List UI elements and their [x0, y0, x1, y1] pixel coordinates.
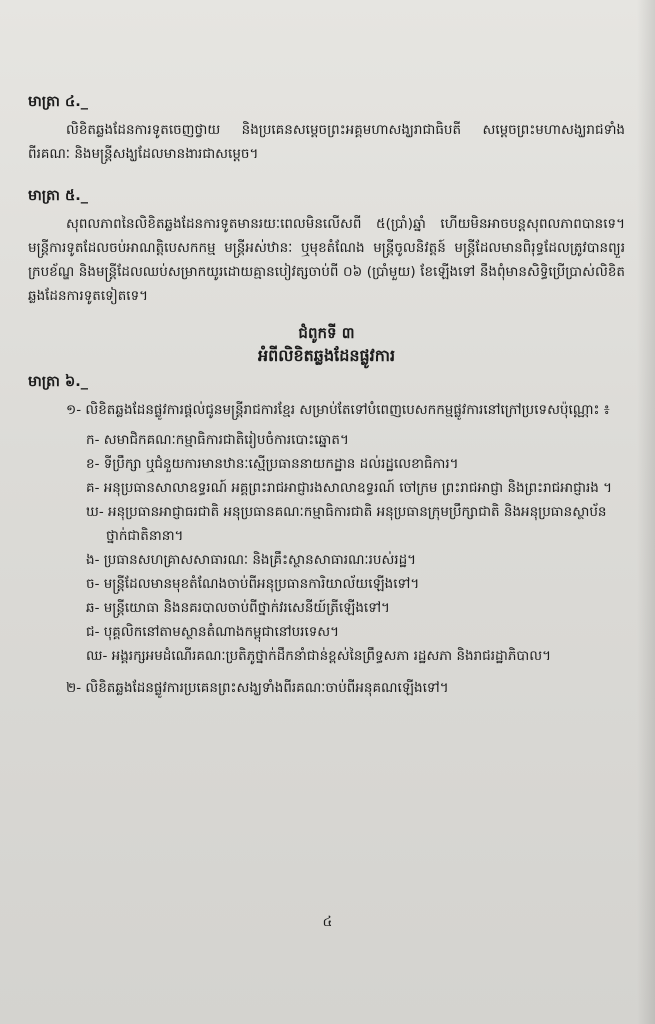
list-item: ឈ- អង្គរក្សអមដំណើរគណៈប្រតិភូថ្នាក់ដឹកនាំជាន់ខ្ពស់នៃព្រឹទ្ធសភា រដ្ឋសភា និងរាជរដ្ឋាភិបាល។ [86, 648, 552, 664]
article-5-text: សុពលភាពនៃលិខិតឆ្លងដែនការទូតមានរយៈពេលមិនលើសពី ៥(ប្រាំ)ឆ្នាំ ហើយមិនអាចបន្តសុពលភាពបានទេ។ មន្ត្រីការទូតដែលចប់អាណត្តិបេសកកម្ម មន្ត្រីអស់ឋានៈ ឬមុខតំណែង មន្ត្រីចូលនិវត្តន៍ មន្ត្រីដែលមានពិរុទ្ធដែលត្រូវបានព្យួរក្របខ័ណ្ឌ និងមន្ត្រីដែលឈប់សម្រាកយូរដោយគ្មានបៀវត្សចាប់ពី ០៦ (ប្រាំមួយ) ខែឡើងទៅ នឹងពុំមានសិទ្ធិប្រើប្រាស់លិខិតឆ្លងដែនការទូតទៀតទេ។ [28, 216, 625, 304]
article-4-text: លិខិតឆ្លងដែនការទូតចេញថ្វាយ និងប្រគេនសម្តេចព្រះអគ្គមហាសង្ឃរាជាធិបតី សម្តេចព្រះមហាសង្ឃរាជទាំងពីរគណៈ និងមន្ត្រីសង្ឃដែលមានងារជាសម្តេច។ [28, 122, 625, 162]
list-item: ង- ប្រធានសហគ្រាសសាធារណៈ និងគ្រឹះស្ថានសាធារណៈរបស់រដ្ឋ។ [86, 552, 417, 568]
list-item: ជ- បុគ្គលិកនៅតាមស្ថានតំណាងកម្ពុជានៅបរទេស។ [86, 624, 340, 640]
article-5-heading: មាត្រា ៥._ [28, 188, 89, 204]
article-6-heading: មាត្រា ៦._ [28, 374, 89, 390]
list-item: គ- អនុប្រធានសាលាឧទ្ធរណ៍ អគ្គព្រះរាជអាជ្ញារងសាលាឧទ្ធរណ៍ ចៅក្រម ព្រះរាជអាជ្ញា និងព្រះរាជអាជ្ញារង ។ [86, 480, 612, 496]
page-edge-shadow [637, 0, 655, 1024]
list-item: ច- មន្ត្រីដែលមានមុខតំណែងចាប់ពីអនុប្រធានការិយាល័យឡើងទៅ។ [86, 576, 420, 592]
list-item: ខ- ទីប្រឹក្សា ឬជំនួយការមានឋានៈស្មើប្រធាននាយកដ្ឋាន ដល់រដ្ឋលេខាធិការ។ [86, 456, 459, 472]
article-6-intro: ១- លិខិតឆ្លងដែនផ្លូវការផ្តល់ជូនមន្ត្រីរាជការខ្មែរ សម្រាប់តែទៅបំពេញបេសកកម្មផ្លូវការនៅក្រៅប្រទេសប៉ុណ្ណោះ ៖ [66, 402, 610, 418]
article-6-item-2: ២- លិខិតឆ្លងដែនផ្លូវការប្រគេនព្រះសង្ឃទាំងពីរគណៈចាប់ពីអនុគណឡើងទៅ។ [66, 680, 449, 696]
chapter-number: ជំពូកទី ៣ [298, 324, 355, 342]
article-6-list [28, 428, 625, 668]
article-5 [28, 186, 625, 308]
list-item: ឆ- មន្ត្រីយោធា និងនគរបាលចាប់ពីថ្នាក់វរសេនីយ៍ត្រីឡើងទៅ។ [86, 600, 390, 616]
article-4 [28, 92, 625, 166]
page-number: ៤ [322, 914, 333, 930]
chapter-title: អំពីលិខិតឆ្លងដែនផ្លូវការ [257, 346, 396, 365]
article-6 [28, 372, 625, 700]
list-item: ឃ- អនុប្រធានអាជ្ញាធរជាតិ អនុប្រធានគណៈកម្មាធិការជាតិ អនុប្រធានក្រុមប្រឹក្សាជាតិ និងអនុប្រធានស្ថាប័នថ្នាក់ជាតិនានា។ [86, 504, 607, 544]
list-item: ក- សមាជិកគណៈកម្មាធិការជាតិរៀបចំការបោះឆ្នោត។ [86, 432, 349, 448]
article-4-heading: មាត្រា ៤._ [28, 94, 89, 110]
